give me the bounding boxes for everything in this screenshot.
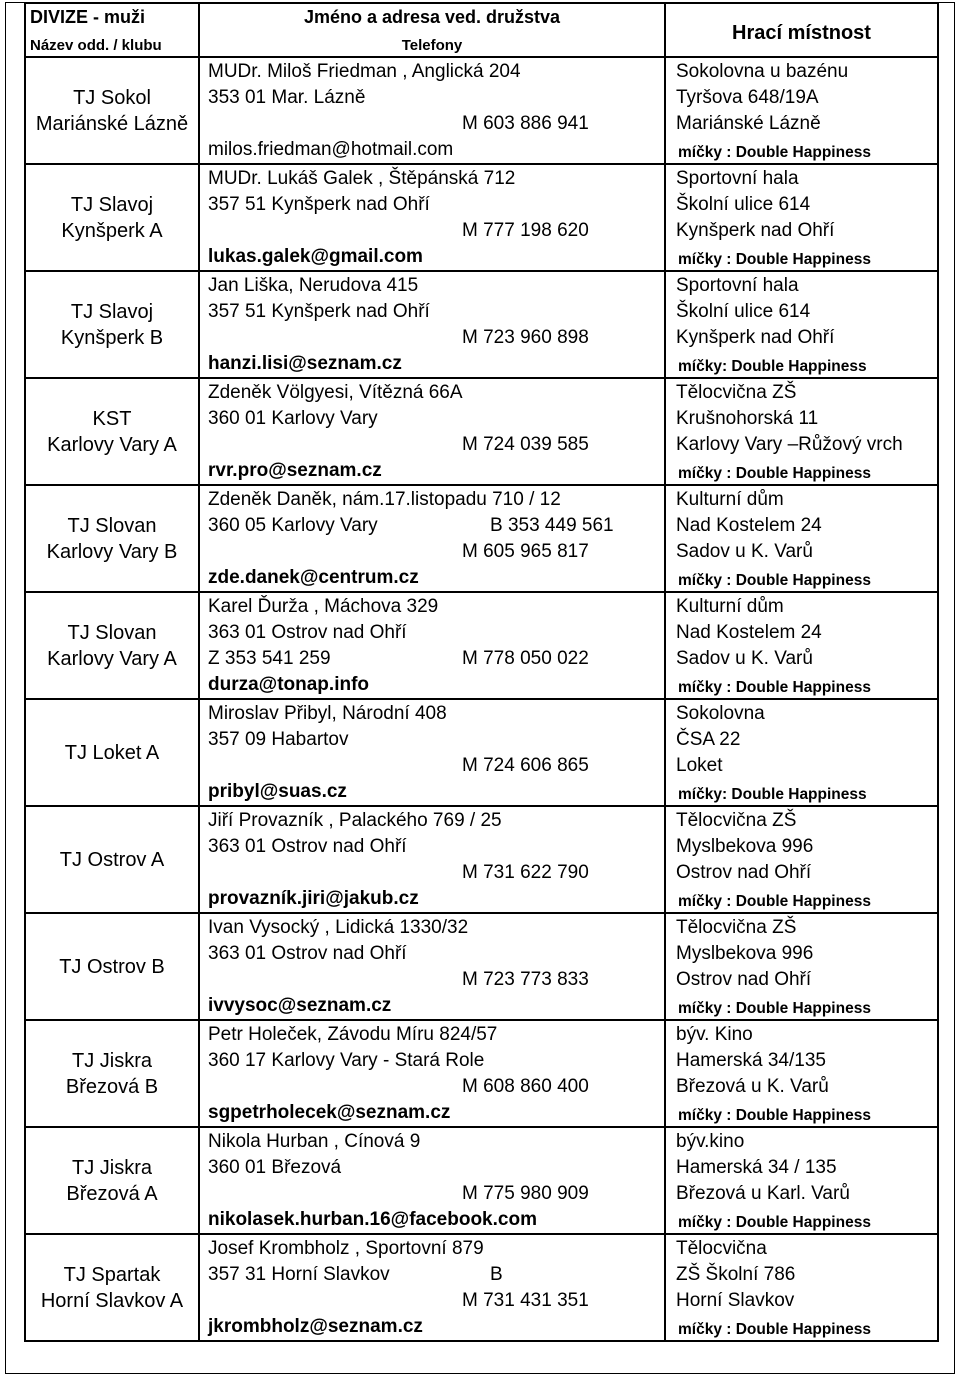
venue-line: Březová u Karl. Varů [676, 1183, 850, 1204]
balls-info: míčky : Double Happiness [678, 893, 871, 910]
contact-cell [199, 271, 665, 378]
contact-city: 357 51 Kynšperk nad Ohří [208, 301, 430, 322]
contact-cell [199, 57, 665, 164]
contact-cell [199, 1127, 665, 1234]
venue-cell [665, 57, 938, 164]
table-row [25, 913, 938, 1020]
table-row [25, 806, 938, 913]
club-name-line: TJ Ostrov B [59, 955, 165, 978]
venue-line: Tělocvična [676, 1238, 767, 1259]
venue-line: Kulturní dům [676, 489, 784, 510]
contact-email[interactable]: provazník.jiri@jakub.cz [208, 888, 419, 909]
contact-mobile: M 724 039 585 [462, 434, 589, 455]
club-column-header: Název odd. / klubu [30, 37, 162, 54]
contact-mobile: M 778 050 022 [462, 648, 589, 669]
club-cell [25, 1020, 199, 1127]
contact-mobile: M 731 622 790 [462, 862, 589, 883]
contact-email[interactable]: zde.danek@centrum.cz [208, 567, 419, 588]
venue-cell [665, 913, 938, 1020]
venue-column-header: Hrací místnost [732, 22, 871, 44]
club-name-line: TJ Slovan [67, 514, 157, 537]
contact-name-address: Miroslav Přibyl, Národní 408 [208, 703, 447, 724]
contact-email[interactable]: milos.friedman@hotmail.com [208, 139, 454, 160]
club-cell [25, 1127, 199, 1234]
club-cell [25, 378, 199, 485]
contact-mobile: M 777 198 620 [462, 220, 589, 241]
division-title: DIVIZE - muži [30, 7, 146, 27]
header-row [25, 3, 938, 57]
club-cell [25, 699, 199, 806]
club-name-line: Horní Slavkov A [40, 1289, 184, 1312]
balls-info: míčky: Double Happiness [678, 358, 867, 375]
contact-column-header: Jméno a adresa ved. družstva [303, 7, 561, 27]
venue-line: Nad Kostelem 24 [676, 515, 822, 536]
venue-line: Sokolovna [676, 703, 765, 724]
club-name-line: TJ Ostrov A [59, 848, 165, 871]
contact-mobile: M 724 606 865 [462, 755, 589, 776]
contact-mobile: M 608 860 400 [462, 1076, 589, 1097]
contact-phone-home: B [490, 1264, 503, 1285]
contact-phone-work: Z 353 541 259 [208, 648, 331, 669]
contact-cell [199, 806, 665, 913]
table-row [25, 592, 938, 699]
contact-cell [199, 1020, 665, 1127]
venue-line: Sportovní hala [676, 275, 799, 296]
club-name-line: TJ Jiskra [72, 1049, 152, 1072]
venue-line: Mariánské Lázně [676, 113, 821, 134]
contact-city: 357 09 Habartov [208, 729, 349, 750]
header-club-cell [25, 3, 199, 57]
venue-cell [665, 1234, 938, 1341]
teams-table [24, 2, 939, 1342]
club-cell [25, 592, 199, 699]
contact-mobile: M 603 886 941 [462, 113, 589, 134]
contact-mobile: M 775 980 909 [462, 1183, 589, 1204]
contact-cell [199, 913, 665, 1020]
contact-mobile: M 605 965 817 [462, 541, 589, 562]
contact-city: 360 01 Karlovy Vary [208, 408, 378, 429]
venue-line: Tělocvična ZŠ [676, 810, 797, 831]
contact-city: 357 31 Horní Slavkov [208, 1264, 390, 1285]
club-cell [25, 1234, 199, 1341]
contact-email[interactable]: lukas.galek@gmail.com [208, 246, 423, 267]
table-row [25, 57, 938, 164]
venue-line: Nad Kostelem 24 [676, 622, 822, 643]
venue-line: Školní ulice 614 [676, 194, 811, 215]
balls-info: míčky : Double Happiness [678, 1214, 871, 1231]
venue-line: Sportovní hala [676, 168, 799, 189]
table-row [25, 164, 938, 271]
venue-line: ČSA 22 [676, 729, 741, 750]
contact-city: 363 01 Ostrov nad Ohří [208, 836, 407, 857]
contact-name-address: MUDr. Miloš Friedman , Anglická 204 [208, 61, 521, 82]
table-row [25, 378, 938, 485]
contact-cell [199, 1234, 665, 1341]
contact-name-address: Petr Holeček, Závodu Míru 824/57 [208, 1024, 498, 1045]
contact-city: 360 01 Březová [208, 1157, 342, 1178]
club-name-line: TJ Slovan [67, 621, 157, 644]
club-name-line: Březová A [66, 1182, 158, 1205]
table-row [25, 699, 938, 806]
venue-line: Ostrov nad Ohří [676, 862, 812, 883]
club-name-line: Kynšperk B [60, 326, 164, 349]
table-row [25, 485, 938, 592]
contact-email[interactable]: pribyl@suas.cz [208, 781, 347, 802]
contact-cell [199, 485, 665, 592]
contact-email[interactable]: durza@tonap.info [208, 674, 370, 695]
venue-line: Sadov u K. Varů [676, 541, 813, 562]
header-venue-cell [665, 3, 938, 57]
contact-name-address: Ivan Vysocký , Lidická 1330/32 [208, 917, 469, 938]
contact-city: 360 17 Karlovy Vary - Stará Role [208, 1050, 485, 1071]
venue-line: Myslbekova 996 [676, 943, 814, 964]
contact-cell [199, 592, 665, 699]
balls-info: míčky : Double Happiness [678, 251, 871, 268]
contact-name-address: MUDr. Lukáš Galek , Štěpánská 712 [208, 168, 516, 189]
venue-line: býv.kino [676, 1131, 745, 1152]
contact-name-address: Jan Liška, Nerudova 415 [208, 275, 419, 296]
club-name-line: TJ Slavoj [70, 193, 154, 216]
venue-line: Kynšperk nad Ohří [676, 327, 835, 348]
venue-cell [665, 271, 938, 378]
contact-mobile: M 731 431 351 [462, 1290, 589, 1311]
venue-line: Karlovy Vary –Růžový vrch [676, 434, 903, 455]
venue-cell [665, 378, 938, 485]
club-cell [25, 57, 199, 164]
contact-email[interactable]: ivvysoc@seznam.cz [208, 995, 392, 1016]
club-cell [25, 913, 199, 1020]
venue-line: Kynšperk nad Ohří [676, 220, 835, 241]
venue-line: Horní Slavkov [676, 1290, 795, 1311]
balls-info: míčky: Double Happiness [678, 786, 867, 803]
balls-info: míčky : Double Happiness [678, 1000, 871, 1017]
balls-info: míčky : Double Happiness [678, 1107, 871, 1124]
balls-info: míčky : Double Happiness [678, 572, 871, 589]
club-cell [25, 485, 199, 592]
balls-info: míčky : Double Happiness [678, 679, 871, 696]
club-name-line: TJ Loket A [64, 741, 160, 764]
contact-name-address: Josef Krombholz , Sportovní 879 [208, 1238, 484, 1259]
table-row [25, 1127, 938, 1234]
venue-line: býv. Kino [676, 1024, 753, 1045]
club-name-line: KST [92, 407, 132, 430]
venue-line: Sadov u K. Varů [676, 648, 813, 669]
club-cell [25, 271, 199, 378]
club-name-line: Březová B [65, 1075, 159, 1098]
contact-city: 353 01 Mar. Lázně [208, 87, 366, 108]
contact-phone-home: B 353 449 561 [490, 515, 614, 536]
venue-cell [665, 699, 938, 806]
contact-city: 360 05 Karlovy Vary [208, 515, 378, 536]
contact-mobile: M 723 773 833 [462, 969, 589, 990]
venue-line: Loket [676, 755, 723, 776]
club-cell [25, 164, 199, 271]
contact-name-address: Karel Ďurža , Máchova 329 [208, 596, 439, 617]
balls-info: míčky : Double Happiness [678, 144, 871, 161]
venue-line: ZŠ Školní 786 [676, 1264, 796, 1285]
venue-cell [665, 1127, 938, 1234]
contact-cell [199, 699, 665, 806]
table-row [25, 1234, 938, 1341]
club-name-line: Karlovy Vary B [46, 540, 178, 563]
contact-city: 363 01 Ostrov nad Ohří [208, 622, 407, 643]
contact-name-address: Zdeněk Daněk, nám.17.listopadu 710 / 12 [208, 489, 561, 510]
venue-line: Myslbekova 996 [676, 836, 814, 857]
contact-city: 357 51 Kynšperk nad Ohří [208, 194, 430, 215]
club-cell [25, 806, 199, 913]
venue-line: Krušnohorská 11 [676, 408, 819, 429]
venue-cell [665, 485, 938, 592]
venue-line: Školní ulice 614 [676, 301, 811, 322]
venue-cell [665, 592, 938, 699]
header-contact-cell [199, 3, 665, 57]
contact-cell [199, 164, 665, 271]
venue-cell [665, 164, 938, 271]
balls-info: míčky : Double Happiness [678, 1321, 871, 1338]
club-name-line: TJ Slavoj [70, 300, 154, 323]
contact-cell [199, 378, 665, 485]
venue-cell [665, 806, 938, 913]
club-name-line: TJ Spartak [63, 1263, 161, 1286]
club-name-line: TJ Jiskra [72, 1156, 152, 1179]
contact-name-address: Nikola Hurban , Cínová 9 [208, 1131, 421, 1152]
contact-email[interactable]: nikolasek.hurban.16@facebook.com [208, 1209, 537, 1230]
contact-email[interactable]: sgpetrholecek@seznam.cz [208, 1102, 451, 1123]
venue-line: Sokolovna u bazénu [676, 61, 849, 82]
venue-line: Hamerská 34 / 135 [676, 1157, 837, 1178]
club-name-line: Karlovy Vary A [47, 647, 177, 670]
contact-email[interactable]: hanzi.lisi@seznam.cz [208, 353, 402, 374]
club-name-line: Karlovy Vary A [47, 433, 177, 456]
club-name-line: TJ Sokol [73, 86, 151, 109]
contact-city: 363 01 Ostrov nad Ohří [208, 943, 407, 964]
contact-email[interactable]: jkrombholz@seznam.cz [208, 1316, 423, 1337]
venue-line: Tyršova 648/19A [676, 87, 819, 108]
club-name-line: Kynšperk A [61, 219, 163, 242]
venue-line: Hamerská 34/135 [676, 1050, 826, 1071]
venue-line: Ostrov nad Ohří [676, 969, 812, 990]
venue-cell [665, 1020, 938, 1127]
table-row [25, 271, 938, 378]
balls-info: míčky : Double Happiness [678, 465, 871, 482]
venue-line: Tělocvična ZŠ [676, 917, 797, 938]
venue-line: Tělocvična ZŠ [676, 382, 797, 403]
contact-name-address: Jiří Provazník , Palackého 769 / 25 [208, 810, 502, 831]
venue-line: Březová u K. Varů [676, 1076, 829, 1097]
contact-mobile: M 723 960 898 [462, 327, 589, 348]
phones-column-header: Telefony [401, 37, 463, 54]
contact-email[interactable]: rvr.pro@seznam.cz [208, 460, 382, 481]
club-name-line: Mariánské Lázně [35, 112, 189, 135]
venue-line: Kulturní dům [676, 596, 784, 617]
table-row [25, 1020, 938, 1127]
contact-name-address: Zdeněk Völgyesi, Vítězná 66A [208, 382, 463, 403]
